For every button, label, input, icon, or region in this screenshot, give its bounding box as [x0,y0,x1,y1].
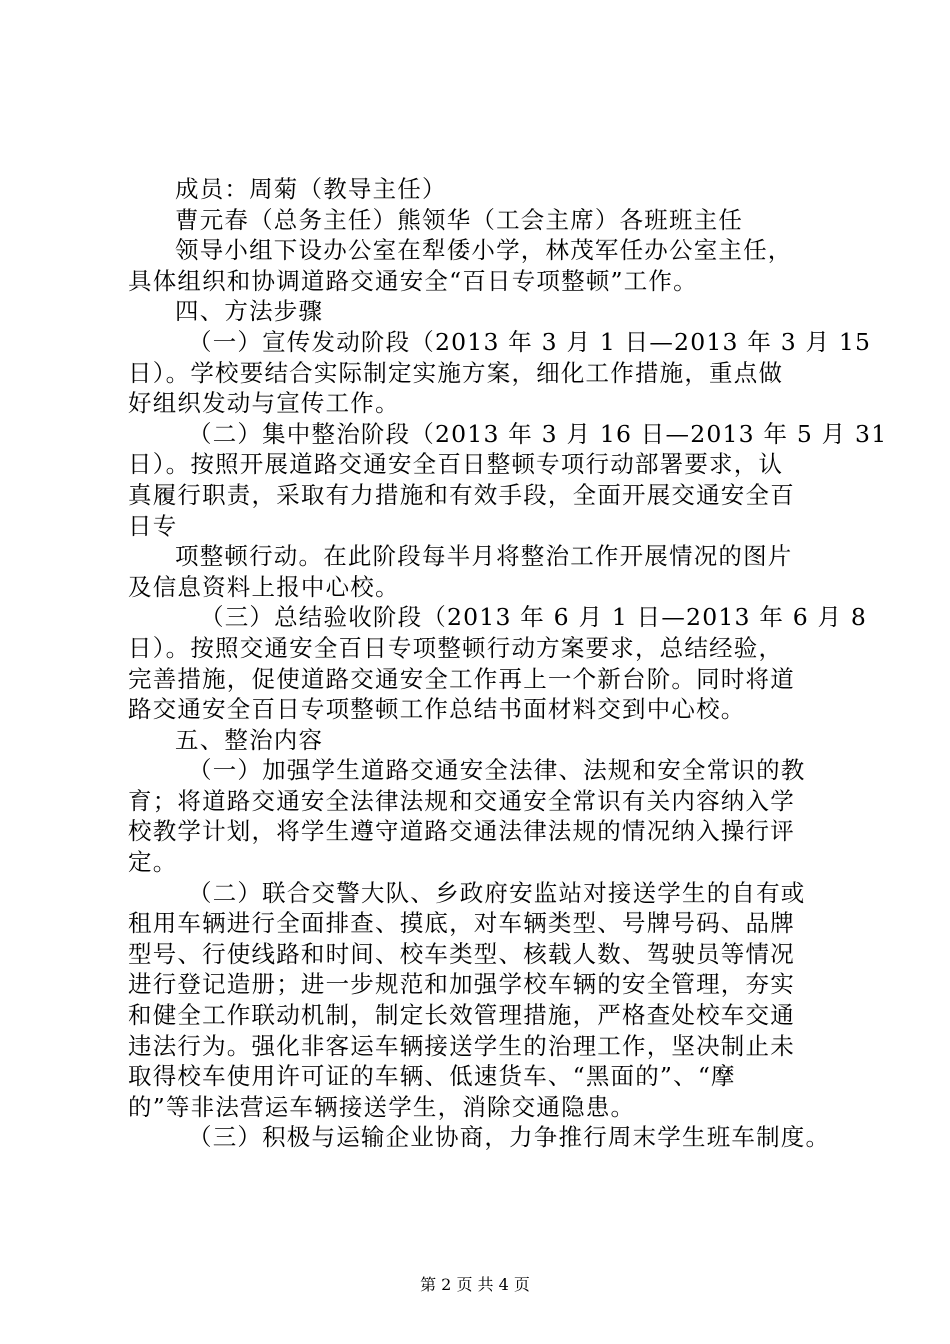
paragraph-line: （三）积极与运输企业协商，力争推行周末学生班车制度。 [188,1123,831,1152]
page-number-footer: 第 2 页 共 4 页 [420,1275,530,1294]
paragraph-line: 的”等非法营运车辆接送学生，消除交通隐患。 [128,1092,636,1121]
paragraph-line: 日）。按照开展道路交通安全百日整顿专项行动部署要求，认 [128,450,784,479]
paragraph-line: 路交通安全百日专项整顿工作总结书面材料交到中心校。 [128,695,746,724]
paragraph-line: 曹元春（总务主任）熊领华（工会主席）各班班主任 [175,205,744,234]
paragraph-line: 和健全工作联动机制，制定长效管理措施，严格查处校车交通 [128,1001,795,1030]
paragraph-line: 取得校车使用许可证的车辆、低速货车、“黑面的”、“摩 [128,1062,736,1091]
paragraph-line: （二）集中整治阶段（2013 年 3 月 16 日—2013 年 5 月 31 [188,419,888,448]
paragraph-line: 校教学计划，将学生遵守道路交通法律法规的情况纳入操行评 [128,817,795,846]
paragraph-line: 领导小组下设办公室在犁倭小学，林茂军任办公室主任， [175,236,793,265]
paragraph-line: 育；将道路交通安全法律法规和交通安全常识有关内容纳入学 [128,786,795,815]
paragraph-line: 真履行职责，采取有力措施和有效手段，全面开展交通安全百 [128,480,795,509]
paragraph-line: 项整顿行动。在此阶段每半月将整治工作开展情况的图片 [175,542,793,571]
paragraph-line: （三）总结验收阶段（2013 年 6 月 1 日—2013 年 6 月 8 [200,603,868,632]
paragraph-line: 型号、行使线路和时间、校车类型、核载人数、驾驶员等情况 [128,939,795,968]
paragraph-line: （一）加强学生道路交通安全法律、法规和安全常识的教 [188,756,806,785]
section-heading: 五、整治内容 [175,725,324,754]
document-body [128,174,888,1153]
paragraph-line: 具体组织和协调道路交通安全“百日专项整顿”工作。 [128,266,698,295]
paragraph-line: 完善措施，促使道路交通安全工作再上一个新台阶。同时将道 [128,664,795,693]
paragraph-line: 及信息资料上报中心校。 [128,572,400,601]
paragraph-line: 好组织发动与宣传工作。 [128,389,400,418]
paragraph-line: 进行登记造册；进一步规范和加强学校车辆的安全管理，夯实 [128,970,795,999]
paragraph-line: 租用车辆进行全面排查、摸底，对车辆类型、号牌号码、品牌 [128,909,795,938]
paragraph-line: 日专 [128,511,178,540]
paragraph-line: 违法行为。强化非客运车辆接送学生的治理工作，坚决制止未 [128,1031,795,1060]
paragraph-line: 成员：周菊（教导主任） [175,175,447,203]
section-heading: 四、方法步骤 [175,297,324,326]
paragraph-line: 日）。按照交通安全百日专项整顿行动方案要求，总结经验， [128,633,784,662]
paragraph-line: 日）。学校要结合实际制定实施方案，细化工作措施，重点做 [128,358,784,387]
paragraph-line: （一）宣传发动阶段（2013 年 3 月 1 日—2013 年 3 月 15 [188,327,872,356]
paragraph-line: （二）联合交警大队、乡政府安监站对接送学生的自有或 [188,878,806,907]
paragraph-line: 定。 [128,848,178,877]
